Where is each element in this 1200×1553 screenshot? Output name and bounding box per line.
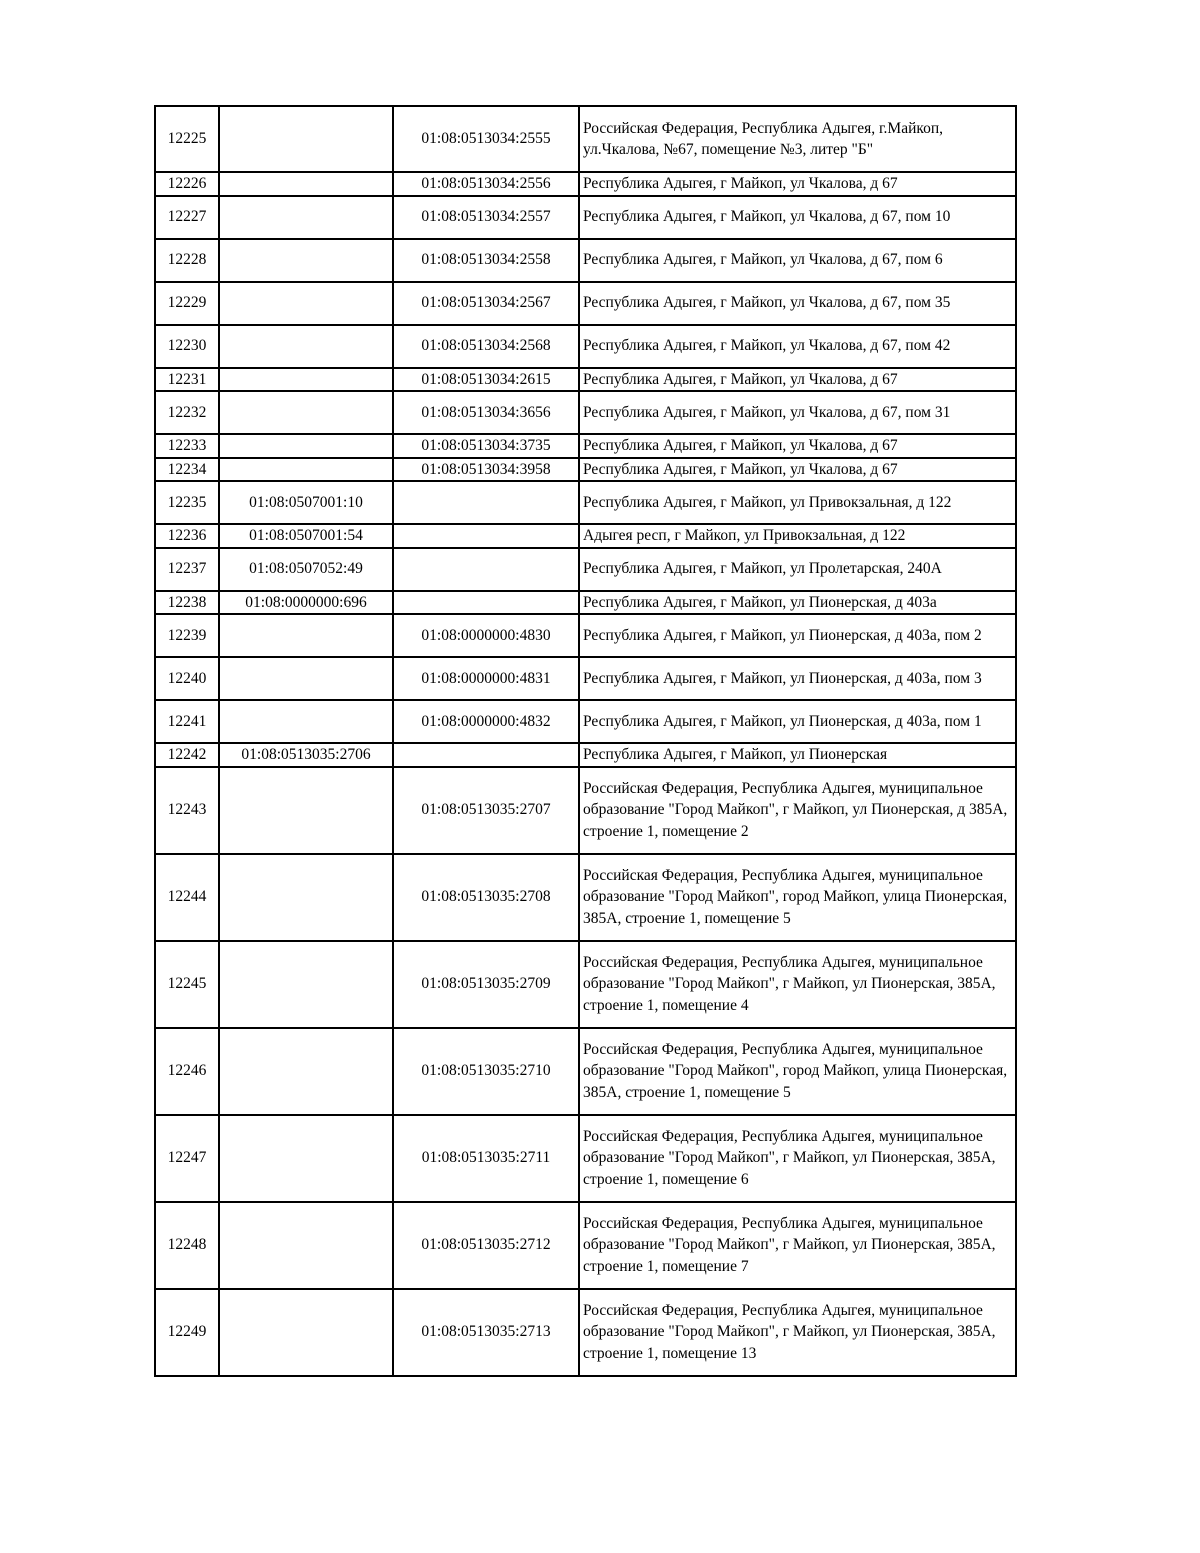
address: Республика Адыгея, г Майкоп, ул Чкалова, д 67 [579, 172, 1016, 196]
land-cadastral-number [219, 657, 393, 700]
land-cadastral-number [219, 614, 393, 657]
object-cadastral-number: 01:08:0513035:2711 [393, 1115, 579, 1202]
row-number: 12228 [155, 239, 219, 282]
object-cadastral-number: 01:08:0513034:2558 [393, 239, 579, 282]
row-number: 12238 [155, 591, 219, 615]
table-row [155, 1202, 1016, 1289]
row-number: 12246 [155, 1028, 219, 1115]
address: Республика Адыгея, г Майкоп, ул Пионерская, д 403а, пом 3 [579, 657, 1016, 700]
object-cadastral-number: 01:08:0513034:3958 [393, 458, 579, 482]
address: Республика Адыгея, г Майкоп, ул Чкалова, д 67 [579, 458, 1016, 482]
object-cadastral-number: 01:08:0513034:2615 [393, 368, 579, 392]
object-cadastral-number: 01:08:0513035:2713 [393, 1289, 579, 1376]
table-row [155, 591, 1016, 615]
table-row [155, 767, 1016, 854]
table-row [155, 239, 1016, 282]
address: Республика Адыгея, г Майкоп, ул Чкалова, д 67, пом 6 [579, 239, 1016, 282]
land-cadastral-number [219, 458, 393, 482]
object-cadastral-number: 01:08:0513034:3656 [393, 391, 579, 434]
address: Республика Адыгея, г Майкоп, ул Пролетарская, 240А [579, 548, 1016, 591]
address: Республика Адыгея, г Майкоп, ул Пионерская, д 403а [579, 591, 1016, 615]
address: Российская Федерация, Республика Адыгея, г.Майкоп, ул.Чкалова, №67, помещение №3, литер "Б" [579, 106, 1016, 172]
registry-table-body [155, 106, 1016, 1376]
table-row [155, 196, 1016, 239]
land-cadastral-number [219, 391, 393, 434]
table-row [155, 458, 1016, 482]
row-number: 12232 [155, 391, 219, 434]
row-number: 12247 [155, 1115, 219, 1202]
land-cadastral-number [219, 325, 393, 368]
row-number: 12245 [155, 941, 219, 1028]
land-cadastral-number [219, 767, 393, 854]
row-number: 12249 [155, 1289, 219, 1376]
address: Республика Адыгея, г Майкоп, ул Чкалова, д 67, пом 10 [579, 196, 1016, 239]
land-cadastral-number: 01:08:0507001:54 [219, 524, 393, 548]
table-row [155, 548, 1016, 591]
row-number: 12239 [155, 614, 219, 657]
table-row [155, 524, 1016, 548]
address: Республика Адыгея, г Майкоп, ул Чкалова, д 67, пом 31 [579, 391, 1016, 434]
land-cadastral-number [219, 941, 393, 1028]
object-cadastral-number: 01:08:0513035:2712 [393, 1202, 579, 1289]
land-cadastral-number [219, 239, 393, 282]
object-cadastral-number [393, 743, 579, 767]
table-row [155, 941, 1016, 1028]
row-number: 12248 [155, 1202, 219, 1289]
table-row [155, 854, 1016, 941]
address: Республика Адыгея, г Майкоп, ул Чкалова, д 67, пом 42 [579, 325, 1016, 368]
land-cadastral-number [219, 1028, 393, 1115]
row-number: 12235 [155, 481, 219, 524]
row-number: 12240 [155, 657, 219, 700]
land-cadastral-number [219, 1202, 393, 1289]
object-cadastral-number: 01:08:0000000:4830 [393, 614, 579, 657]
table-row [155, 368, 1016, 392]
table-row [155, 172, 1016, 196]
address: Республика Адыгея, г Майкоп, ул Пионерская, д 403а, пом 2 [579, 614, 1016, 657]
object-cadastral-number [393, 481, 579, 524]
address: Республика Адыгея, г Майкоп, ул Чкалова, д 67, пом 35 [579, 282, 1016, 325]
land-cadastral-number [219, 172, 393, 196]
address: Адыгея респ, г Майкоп, ул Привокзальная, д 122 [579, 524, 1016, 548]
table-row [155, 481, 1016, 524]
object-cadastral-number: 01:08:0513034:2567 [393, 282, 579, 325]
row-number: 12234 [155, 458, 219, 482]
address: Российская Федерация, Республика Адыгея, муниципальное образование "Город Майкоп", г Майкоп, ул Пионерская, д 385А, строение 1, помещение 2 [579, 767, 1016, 854]
row-number: 12231 [155, 368, 219, 392]
object-cadastral-number: 01:08:0000000:4831 [393, 657, 579, 700]
address: Республика Адыгея, г Майкоп, ул Привокзальная, д 122 [579, 481, 1016, 524]
table-row [155, 1028, 1016, 1115]
table-row [155, 434, 1016, 458]
object-cadastral-number: 01:08:0513035:2710 [393, 1028, 579, 1115]
table-row [155, 391, 1016, 434]
land-cadastral-number [219, 700, 393, 743]
object-cadastral-number: 01:08:0513035:2707 [393, 767, 579, 854]
address: Республика Адыгея, г Майкоп, ул Пионерская [579, 743, 1016, 767]
object-cadastral-number [393, 591, 579, 615]
land-cadastral-number [219, 434, 393, 458]
table-row [155, 743, 1016, 767]
table-row [155, 325, 1016, 368]
table-row [155, 106, 1016, 172]
table-row [155, 282, 1016, 325]
address: Российская Федерация, Республика Адыгея, муниципальное образование "Город Майкоп", г Майкоп, ул Пионерская, 385А, строение 1, помещение 6 [579, 1115, 1016, 1202]
row-number: 12227 [155, 196, 219, 239]
registry-table [154, 105, 1017, 1377]
row-number: 12230 [155, 325, 219, 368]
table-row [155, 614, 1016, 657]
address: Республика Адыгея, г Майкоп, ул Пионерская, д 403а, пом 1 [579, 700, 1016, 743]
land-cadastral-number [219, 368, 393, 392]
land-cadastral-number [219, 1115, 393, 1202]
row-number: 12237 [155, 548, 219, 591]
object-cadastral-number [393, 548, 579, 591]
row-number: 12236 [155, 524, 219, 548]
row-number: 12229 [155, 282, 219, 325]
address: Российская Федерация, Республика Адыгея, муниципальное образование "Город Майкоп", город Майкоп, улица Пионерская, 385А, строение 1, помещение 5 [579, 1028, 1016, 1115]
table-row [155, 700, 1016, 743]
table-row [155, 1115, 1016, 1202]
object-cadastral-number [393, 524, 579, 548]
object-cadastral-number: 01:08:0513034:2568 [393, 325, 579, 368]
row-number: 12226 [155, 172, 219, 196]
object-cadastral-number: 01:08:0513034:2556 [393, 172, 579, 196]
land-cadastral-number [219, 196, 393, 239]
address: Республика Адыгея, г Майкоп, ул Чкалова, д 67 [579, 434, 1016, 458]
land-cadastral-number [219, 1289, 393, 1376]
land-cadastral-number: 01:08:0000000:696 [219, 591, 393, 615]
land-cadastral-number [219, 854, 393, 941]
row-number: 12243 [155, 767, 219, 854]
table-row [155, 1289, 1016, 1376]
address: Российская Федерация, Республика Адыгея, муниципальное образование "Город Майкоп", г Майкоп, ул Пионерская, 385А, строение 1, помещение 13 [579, 1289, 1016, 1376]
object-cadastral-number: 01:08:0513035:2708 [393, 854, 579, 941]
row-number: 12225 [155, 106, 219, 172]
object-cadastral-number: 01:08:0000000:4832 [393, 700, 579, 743]
land-cadastral-number: 01:08:0513035:2706 [219, 743, 393, 767]
object-cadastral-number: 01:08:0513034:2557 [393, 196, 579, 239]
address: Российская Федерация, Республика Адыгея, муниципальное образование "Город Майкоп", г Майкоп, ул Пионерская, 385А, строение 1, помещение 4 [579, 941, 1016, 1028]
address: Российская Федерация, Республика Адыгея, муниципальное образование "Город Майкоп", город Майкоп, улица Пионерская, 385А, строение 1, помещение 5 [579, 854, 1016, 941]
row-number: 12241 [155, 700, 219, 743]
address: Российская Федерация, Республика Адыгея, муниципальное образование "Город Майкоп", г Майкоп, ул Пионерская, 385А, строение 1, помещение 7 [579, 1202, 1016, 1289]
table-row [155, 657, 1016, 700]
row-number: 12242 [155, 743, 219, 767]
land-cadastral-number: 01:08:0507052:49 [219, 548, 393, 591]
land-cadastral-number [219, 282, 393, 325]
row-number: 12244 [155, 854, 219, 941]
object-cadastral-number: 01:08:0513034:2555 [393, 106, 579, 172]
land-cadastral-number [219, 106, 393, 172]
object-cadastral-number: 01:08:0513034:3735 [393, 434, 579, 458]
row-number: 12233 [155, 434, 219, 458]
address: Республика Адыгея, г Майкоп, ул Чкалова, д 67 [579, 368, 1016, 392]
land-cadastral-number: 01:08:0507001:10 [219, 481, 393, 524]
object-cadastral-number: 01:08:0513035:2709 [393, 941, 579, 1028]
